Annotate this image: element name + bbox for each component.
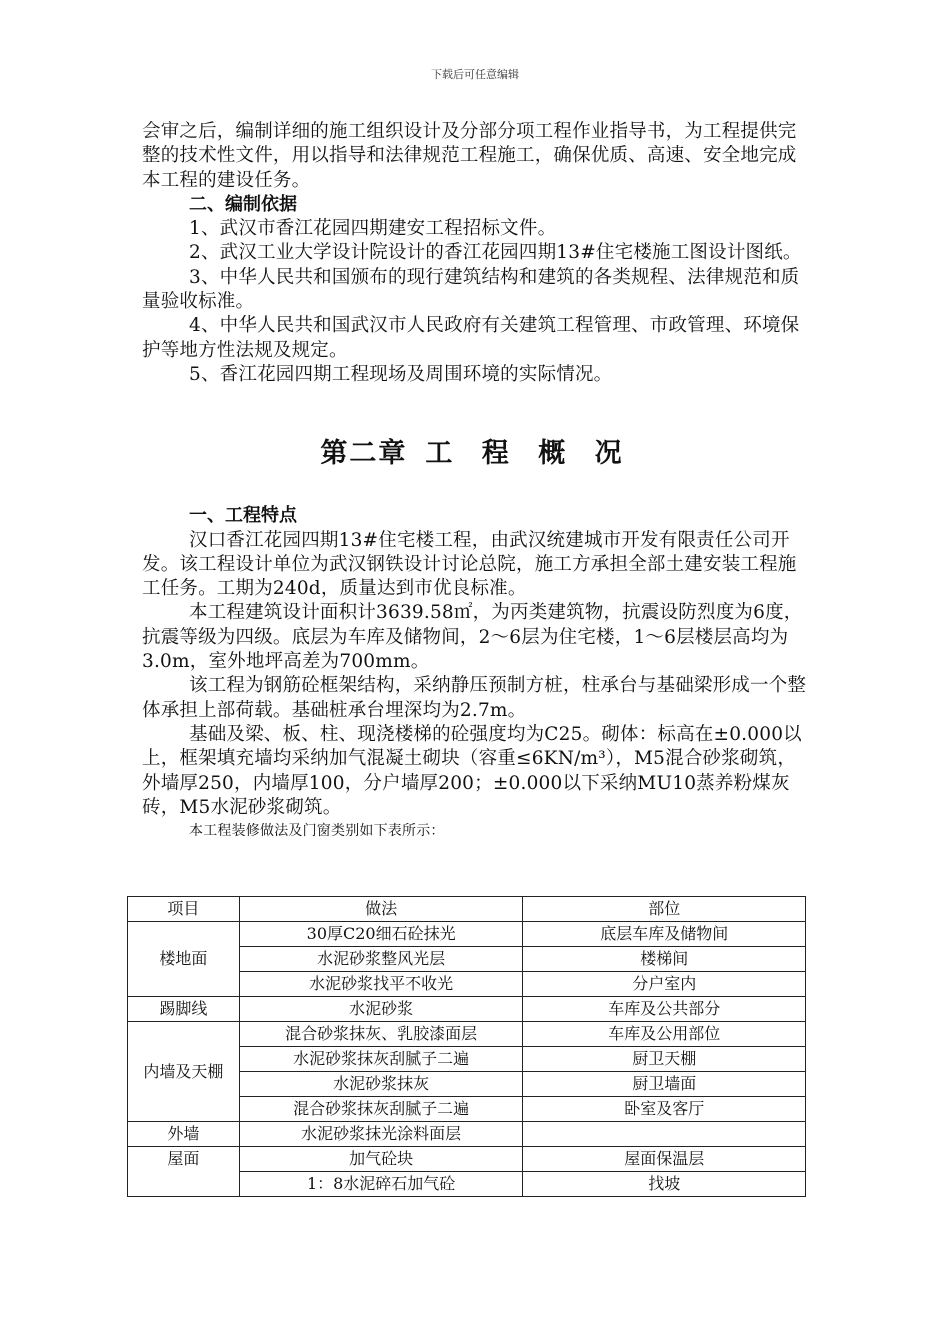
method-cell: 水泥砂浆找平不收光: [239, 972, 523, 997]
location-cell: 楼梯间: [523, 947, 806, 972]
basis-item: 1、武汉市香江花园四期建安工程招标文件。: [189, 218, 557, 240]
location-cell: 屋面保温层: [523, 1147, 806, 1172]
header-cell: 部位: [523, 897, 806, 922]
page-header-note: 下载后可任意编辑: [431, 68, 519, 81]
basis-item: 4、中华人民共和国武汉市人民政府有关建筑工程管理、市政管理、环境保护等地方性法规及规定。: [142, 315, 800, 361]
location-cell: [523, 1122, 806, 1147]
method-cell: 水泥砂浆: [239, 997, 523, 1022]
method-cell: 水泥砂浆整风光层: [239, 947, 523, 972]
chapter-name: 工 程 概 况: [425, 438, 632, 470]
table-row: [128, 1122, 806, 1147]
chapter-title: [142, 431, 810, 470]
table-row: [128, 1147, 806, 1172]
document-body: [142, 120, 810, 842]
location-cell: 分户室内: [523, 972, 806, 997]
table-header-row: [128, 897, 806, 922]
section-heading: 一、工程特点: [189, 505, 297, 527]
method-cell: 混合砂浆抹灰刮腻子二遍: [239, 1097, 523, 1122]
location-cell: 车库及公共部分: [523, 997, 806, 1022]
item-cell: 内墙及天棚: [128, 1022, 240, 1122]
item-cell: 踢脚线: [128, 997, 240, 1022]
basis-item: 3、中华人民共和国颁布的现行建筑结构和建筑的各类规程、法律规范和质量验收标准。: [142, 266, 800, 313]
basis-item: 2、武汉工业大学设计院设计的香江花园四期13#住宅楼施工图设计图纸。: [189, 242, 802, 264]
decoration-table: [127, 896, 806, 1197]
table-row: [128, 1022, 806, 1047]
method-cell: 水泥砂浆抹灰刮腻子二遍: [239, 1047, 523, 1072]
method-cell: 1：8水泥碎石加气砼: [239, 1172, 523, 1197]
method-cell: 水泥砂浆抹灰: [239, 1072, 523, 1097]
basis-item: 5、香江花园四期工程现场及周围环境的实际情况。: [189, 363, 613, 385]
paragraph: 汉口香江花园四期13#住宅楼工程，由武汉统建城市开发有限责任公司开发。该工程设计单位为武汉钢铁设计讨论总院，施工方承担全部土建安装工程施工任务。工期为240d，质量达到市优良标准。: [142, 529, 797, 600]
method-cell: 加气砼块: [239, 1147, 523, 1172]
paragraph: 基础及梁、板、柱、现浇楼梯的砼强度均为C25。砌体：标高在±0.000以上，框架填充墙均采纳加气混凝土砌块（容重≤6KN/m³），M5混合砂浆砌筑，外墙厚250，内墙厚100，分户墙厚200；±0.000以下采纳MU10蒸养粉煤灰砖，M5水泥砂浆砌筑。: [142, 723, 802, 818]
method-cell: 混合砂浆抹灰、乳胶漆面层: [239, 1022, 523, 1047]
table-caption: 本工程装修做法及门窗类别如下表所示：: [189, 823, 445, 840]
section-heading: 二、编制依据: [189, 193, 297, 215]
location-cell: 底层车库及储物间: [523, 922, 806, 947]
table-row: [128, 922, 806, 947]
paragraph: 会审之后，编制详细的施工组织设计及分部分项工程作业指导书，为工程提供完整的技术性文件，用以指导和法律规范工程施工，确保优质、高速、安全地完成本工程的建设任务。: [142, 121, 797, 191]
location-cell: 厨卫天棚: [523, 1047, 806, 1072]
method-cell: 30厚C20细石砼抹光: [239, 922, 523, 947]
location-cell: 厨卫墙面: [523, 1072, 806, 1097]
method-cell: 水泥砂浆抹光涂料面层: [239, 1122, 523, 1147]
header-cell: 项目: [128, 897, 240, 922]
item-cell: 外墙: [128, 1122, 240, 1147]
paragraph: 该工程为钢筋砼框架结构，采纳静压预制方桩，柱承台与基础梁形成一个整体承担上部荷载。基础桩承台埋深均为2.7m。: [142, 675, 807, 721]
location-cell: 卧室及客厅: [523, 1097, 806, 1122]
location-cell: 车库及公用部位: [523, 1022, 806, 1047]
header-cell: 做法: [239, 897, 523, 922]
item-cell: 楼地面: [128, 922, 240, 997]
table-row: [128, 997, 806, 1022]
paragraph: 本工程建筑设计面积计3639.58㎡，为丙类建筑物，抗震设防烈度为6度，抗震等级为四级。底层为车库及储物间，2～6层为住宅楼，1～6层楼层高均为3.0m，室外地坪高差为700mm。: [142, 602, 803, 673]
chapter-number: 第二章: [320, 438, 408, 470]
item-cell: 屋面: [128, 1147, 240, 1197]
location-cell: 找坡: [523, 1172, 806, 1197]
